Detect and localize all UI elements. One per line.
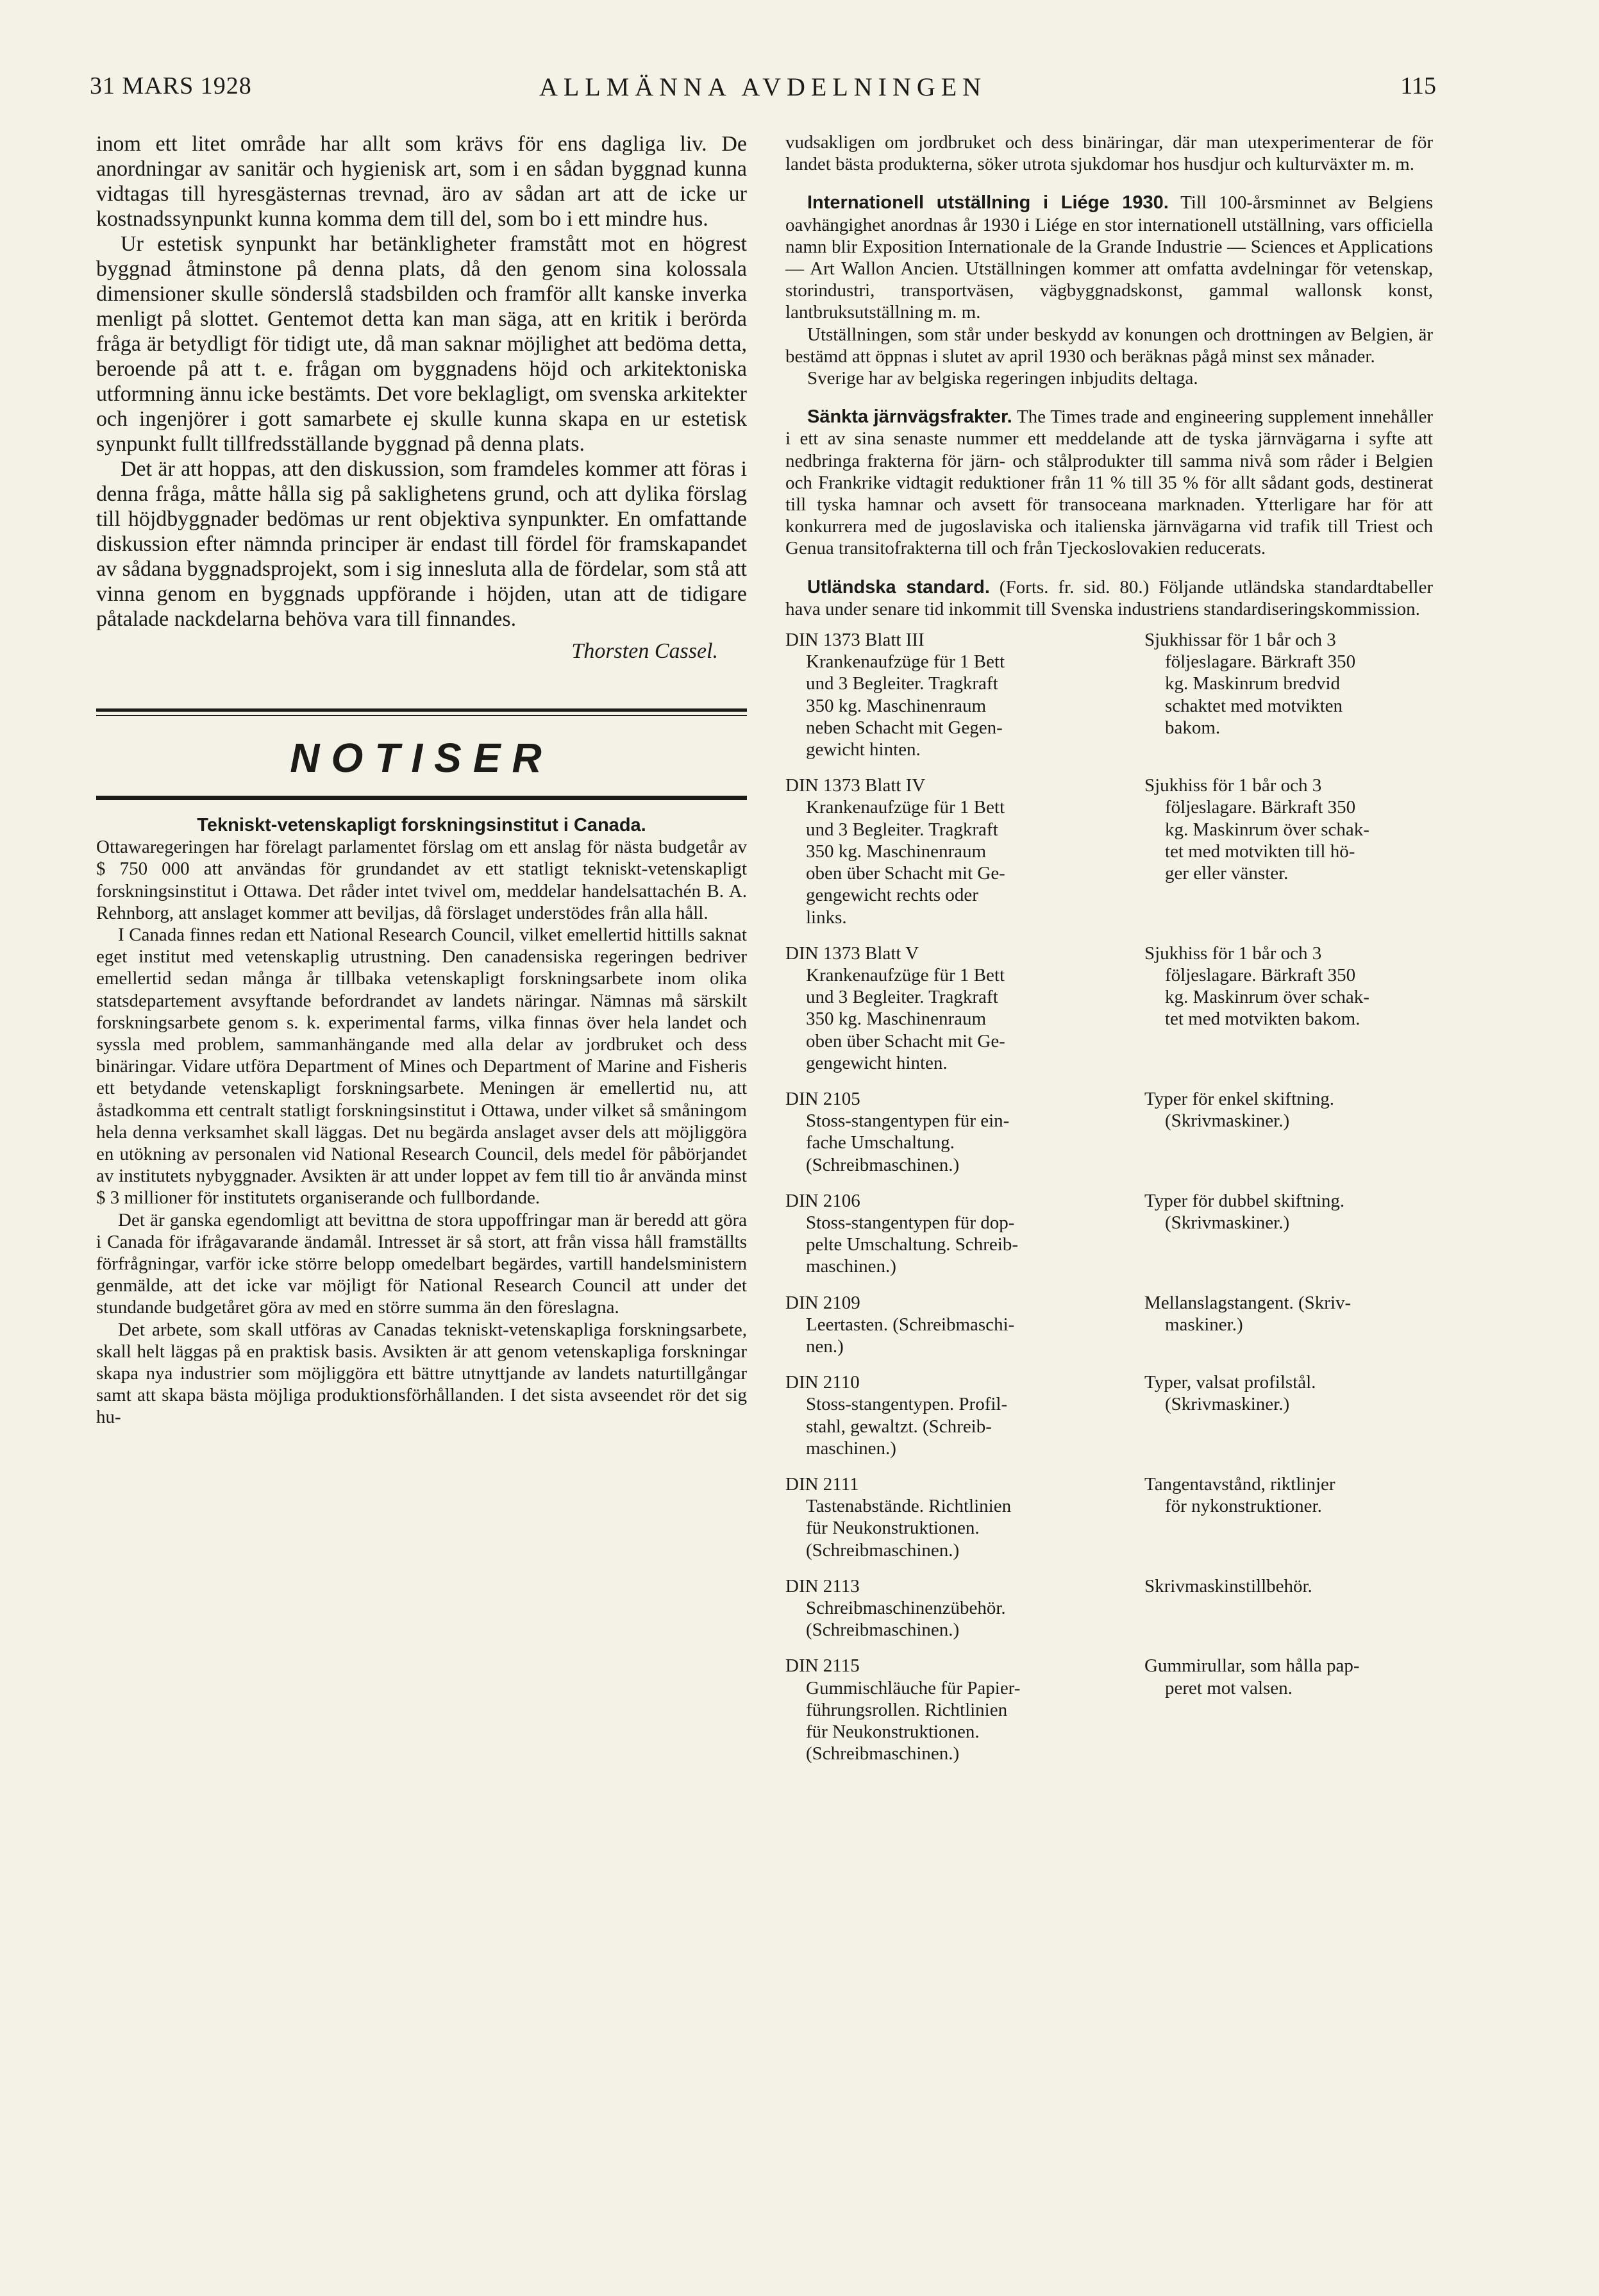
notice-heading: Internationell utställning i Liége 1930. [807,192,1169,214]
standard-line: und 3 Begleiter. Tragkraft [806,673,998,694]
standard-line: Stoss-stangentypen für ein- [806,1110,1010,1132]
standard-line: fache Umschaltung. [806,1132,955,1153]
standard-line: 350 kg. Maschinenraum [806,1009,987,1030]
standard-german [785,1655,1138,1779]
standard-line: Stoss-stangentypen für dop- [806,1212,1015,1233]
standard-line: Typer för dubbel skiftning. [1144,1190,1345,1211]
standard-line: Krankenaufzüge für 1 Bett [806,964,1005,985]
paragraph: vudsakligen om jordbruket och dess binäringar, där man utexperimenterar de för landet bästa produkterna, söker utrota sjukdomar hos husdjur och kulturväxter m. m. [785,132,1433,175]
standard-row [785,1575,1433,1655]
standard-line: oben über Schacht mit Ge- [806,863,1005,884]
divider [96,797,747,800]
standard-swedish [1138,629,1433,775]
standard-german [785,1473,1138,1575]
standard-line: (Schreibmaschinen.) [806,1154,960,1175]
standard-swedish [1138,1190,1433,1292]
standard-line: nen.) [806,1336,844,1357]
divider [96,708,747,712]
standard-line: gewicht hinten. [806,739,921,760]
author-signature: Thorsten Cassel. [571,639,718,663]
standard-line: Gummischläuche für Papier- [806,1677,1021,1698]
notiser-banner [96,708,747,800]
standard-line: gengewicht rechts oder [806,885,978,906]
notice-text: Till 100-årsminnet av Belgiens oavhängighet anordnas år 1930 i Liége en stor internationell utställning, vars officiella namn blir Exposition Internationale de la Grande Industrie — Sciences et Applications — Art Wallon Ancien. Utställningen kommer att omfatta avdelningar för vetenskap, storindustri, transportväsen, vägbyggnadskonst, gammal wallonsk konst, lantbruksutställning m. m. [785,192,1433,323]
standard-row [785,775,1433,942]
notice-heading: Utländska standard. [807,576,990,598]
standard-row [785,1473,1433,1575]
standard-line: DIN 1373 Blatt III [785,630,925,651]
notice-heading: Tekniskt-vetenskapligt forskningsinstitut i Canada. [197,815,646,835]
standard-german [785,775,1138,942]
standard-line: kg. Maskinrum över schak- [1165,819,1369,840]
notice-heading: Sänkta järnvägsfrakter. [807,406,1012,428]
standard-swedish [1138,1575,1433,1655]
standard-line: Gummirullar, som hålla pap- [1144,1655,1360,1677]
standard-line: peret mot valsen. [1165,1677,1293,1698]
standard-line: ger eller vänster. [1165,863,1289,884]
standard-line: DIN 2111 [785,1473,859,1495]
standard-swedish [1138,1088,1433,1190]
standard-line: und 3 Begleiter. Tragkraft [806,819,998,840]
standard-line: DIN 2113 [785,1575,860,1596]
standard-row [785,629,1433,775]
notiser-heading: NOTISER [290,735,553,781]
standard-line: DIN 1373 Blatt IV [785,775,926,796]
standard-line: gengewicht hinten. [806,1052,948,1073]
standard-german [785,1575,1138,1655]
standard-line: bakom. [1165,717,1221,738]
standard-line: pelte Umschaltung. Schreib- [806,1234,1018,1255]
canada-notice [96,814,747,1429]
standard-german [785,1088,1138,1190]
standard-swedish [1138,1371,1433,1473]
standard-line: 350 kg. Maschinenraum [806,695,987,716]
notice-text: The Times trade and engineering supplement innehåller i ett av sina senaste nummer ett meddelande att de tyska järnvägarna i syfte att nedbringa frakterna för järn- och stålprodukter till samma nivå som råder i Belgien och Frankrike vidtagit reduktioner från 11 % till 35 % för allt sådant gods, destinerat till tyska hamnar och avsett för transoceana marknaden. Ytterligare har för att konkurrera med de jugoslaviska och italienska järnvägarna vid trafik till Triest och Genua transitofrakterna till och från Tjeckoslovakien reducerats. [785,406,1434,559]
paragraph: Det är att hoppas, att den diskussion, som framdeles kommer att föras i denna fråga, måtte hålla sig på saklighetens grund, och att dylika förslag till höjdbyggnader bedömas ur rent objektiva synpunkter. En omfattande diskussion efter nämnda principer är endast till fördel för framskapandet av sådana byggnadsprojekt, som i sig innesluta alla de fördelar, som stå att vinna genom en byggnads uppförande i höjden, utan att de tidigare påtalade nackdelarna behöva vara till finnandes. [96,457,747,631]
standard-line: und 3 Begleiter. Tragkraft [806,987,998,1008]
standard-line: tet med motvikten bakom. [1165,1009,1360,1030]
paragraph: Ottawaregeringen har förelagt parlamentet förslag om ett anslag för nästa budgetår av $ 750 000 att användas för grundandet av ett statligt tekniskt-vetenskapligt forskningsinstitut i Ottawa. Det råder intet tvivel om, meddelar handelsattachén B. A. Rehnborg, att anslaget kommer att beviljas, då förslaget understödes från alla håll. [96,837,747,923]
standard-line: Tangentavstånd, riktlinjer [1144,1473,1335,1495]
standard-line: Sjukhiss för 1 bår och 3 [1144,943,1322,964]
standard-line: führungsrollen. Richtlinien [806,1699,1008,1720]
standard-row [785,1190,1433,1292]
standard-line: DIN 1373 Blatt V [785,943,919,964]
standard-line: följeslagare. Bärkraft 350 [1165,651,1356,673]
paragraph: Ur estetisk synpunkt har betänkligheter framstått mot en högrest byggnad åtminstone på denna plats, då den genom sina kolossala dimensioner skulle sönderslå stadsbilden och framför allt kanske inverka menligt på slottet. Gentemot detta kan man säga, att en kritik i berörda fråga är betydligt för tidigt ute, då man saknar möjlighet att bedöma detta, beroende på att t. e. frågan om byggnadens höjd och arkitektoniska utformning ännu icke bestämts. Det vore beklagligt, om svenska arkitekter och ingenjörer i gott samarbete ej skulle kunna skapa en ur estetisk synpunkt fullt tillfredsställande byggnad på denna plats. [96,232,748,456]
notice-text: (Forts. fr. sid. 80.) Följande utländska standardtabeller hava under senare tid inkommit till Svenska industriens standardiseringskommission. [785,576,1433,619]
standard-line: DIN 2105 [785,1088,860,1109]
standard-line: Sjukhissar för 1 bår och 3 [1144,630,1336,651]
standard-german [785,943,1138,1088]
standard-swedish [1138,775,1433,942]
standard-line: (Schreibmaschinen.) [806,1620,960,1641]
left-column [96,131,747,1429]
standard-line: Krankenaufzüge für 1 Bett [806,651,1005,673]
standard-line: Tastenabstände. Richtlinien [806,1496,1012,1517]
standard-line: kg. Maskinrum över schak- [1165,987,1369,1008]
standard-line: links. [806,907,847,928]
standard-line: maschinen.) [806,1256,896,1277]
paragraph: Det är ganska egendomligt att bevittna de stora uppoffringar man är beredd att göra i Canada för ifrågavarande ändamål. Intresset är så stort, att från vissa håll framställts förfrågningar, varför icke större belopp omedelbart begärdes, vartill handelsministern genmälde, att det icke var möjligt för National Research Council att under det stundande budgetåret göra av med en större summa än den föreslagna. [96,1209,747,1318]
page-number: 115 [1400,72,1436,99]
standard-row [785,1371,1433,1473]
standard-line: (Schreibmaschinen.) [806,1743,960,1764]
standard-line: DIN 2115 [785,1655,860,1677]
standard-german [785,1371,1138,1473]
standard-line: für Neukonstruktionen. [806,1518,980,1539]
standard-german [785,1292,1138,1372]
standard-line: följeslagare. Bärkraft 350 [1165,797,1356,818]
standard-line: oben über Schacht mit Ge- [806,1030,1005,1052]
standard-row [785,1088,1433,1190]
standard-line: neben Schacht mit Gegen- [806,717,1003,738]
standard-line: Krankenaufzüge für 1 Bett [806,797,1005,818]
standard-line: följeslagare. Bärkraft 350 [1165,964,1356,985]
paragraph: Det arbete, som skall utföras av Canadas tekniskt-vetenskapliga forskningsarbete, skall helt läggas på en praktisk basis. Avsikten är att genom vetenskapliga forskningar skapa nya industrier som möjliggöra ett bättre utnyttjande av landets naturtillgångar samt att skapa bästa möjliga produktionsförhållanden. I det sista avseendet rör det sig hu- [96,1319,747,1428]
paragraph: I Canada finnes redan ett National Research Council, vilket emellertid hittills saknat eget institut med vetenskaplig utrustning. Den canadensiska regeringen bedriver emellertid sedan många år tillbaka vetenskapligt forskningsarbete inom olika statsdepartement avsyftande befordrandet av landets näringar. Nämnas må särskilt forskningsarbete genom s. k. experimental farms, vilka finnas över hela landet och syssla med problem, sammanhängande med alla delar av jordbruket och dess binäringar. Vidare utföra Department of Mines och Department of Marine and Fisheris ett betydande vetenskapligt forskningsarbete. Meningen är emellertid nu, att åstadkomma ett centralt statligt forskningsinstitut i Ottawa, under vilket så småningom hela denna verksamhet skall läggas. Det nu begärda anslaget avser dels att möjliggöra en utökning av personalen vid National Research Council, dels medel för påbörjandet av institutets nybyggnader. Avsikten är att under loppet av fem till tio år använda minst $ 3 millioner för institutets organiserande och fullbordande. [96,925,747,1209]
paragraph: inom ett litet område har allt som krävs för ens dagliga liv. De anordningar av sanitär och hygienisk art, som i en sådan byggnad kunna vidtagas till hyresgästernas trevnad, äro av sådan art att de icke ur kostnadssynpunkt kunna komma dem till del, som bo i ett mindre hus. [96,132,747,231]
standard-line: Typer, valsat profilstål. [1144,1372,1316,1393]
freight-notice [785,406,1433,559]
standard-line: (Skrivmaskiner.) [1165,1110,1290,1132]
standard-line: Sjukhiss för 1 bår och 3 [1144,775,1322,796]
standard-line: schaktet med motvikten [1165,695,1343,716]
standard-row [785,943,1433,1088]
standards-notice [785,576,1433,620]
standard-line: kg. Maskinrum bredvid [1165,673,1341,694]
standard-line: (Skrivmaskiner.) [1165,1394,1290,1415]
standard-german [785,1190,1138,1292]
standard-line: för nykonstruktioner. [1165,1496,1322,1517]
standard-line: maschinen.) [806,1437,896,1459]
standard-line: DIN 2110 [785,1372,860,1393]
right-column [785,131,1433,1779]
standard-line: Mellanslagstangent. (Skriv- [1144,1292,1352,1313]
standard-line: maskiner.) [1165,1314,1243,1335]
standard-line: für Neukonstruktionen. [806,1722,980,1742]
standard-line: 350 kg. Maschinenraum [806,841,987,862]
article-continuation [96,131,747,664]
liege-notice [785,192,1433,323]
standard-line: DIN 2109 [785,1292,860,1313]
standards-table [785,629,1433,1779]
standard-line: DIN 2106 [785,1190,860,1211]
paragraph: Sverige har av belgiska regeringen inbjudits deltaga. [807,368,1198,389]
standard-swedish [1138,943,1433,1088]
standard-swedish [1138,1292,1433,1372]
issue-date: 31 MARS 1928 [90,72,252,99]
standard-swedish [1138,1655,1433,1779]
standard-german [785,629,1138,775]
standard-line: tet med motvikten till hö- [1165,841,1355,862]
section-title: ALLMÄNNA AVDELNINGEN [539,72,987,101]
standard-line: Leertasten. (Schreibmaschi- [806,1314,1015,1335]
standard-line: (Skrivmaskiner.) [1165,1212,1290,1233]
standard-line: Typer för enkel skiftning. [1144,1088,1334,1109]
page-header [90,72,1436,110]
standard-line: stahl, gewaltzt. (Schreib- [806,1416,992,1437]
standard-row [785,1292,1433,1372]
paragraph: Utställningen, som står under beskydd av konungen och drottningen av Belgien, är bestämd att öppnas i slutet av april 1930 och beräknas pågå minst sex månader. [785,324,1433,367]
standard-line: Stoss-stangentypen. Profil- [806,1394,1008,1415]
standard-row [785,1655,1433,1779]
standard-swedish [1138,1473,1433,1575]
divider [96,715,747,716]
standard-line: (Schreibmaschinen.) [806,1539,960,1561]
standard-line: Schreibmaschinenzübehör. [806,1597,1006,1618]
standard-line: Skrivmaskinstillbehör. [1144,1575,1312,1596]
